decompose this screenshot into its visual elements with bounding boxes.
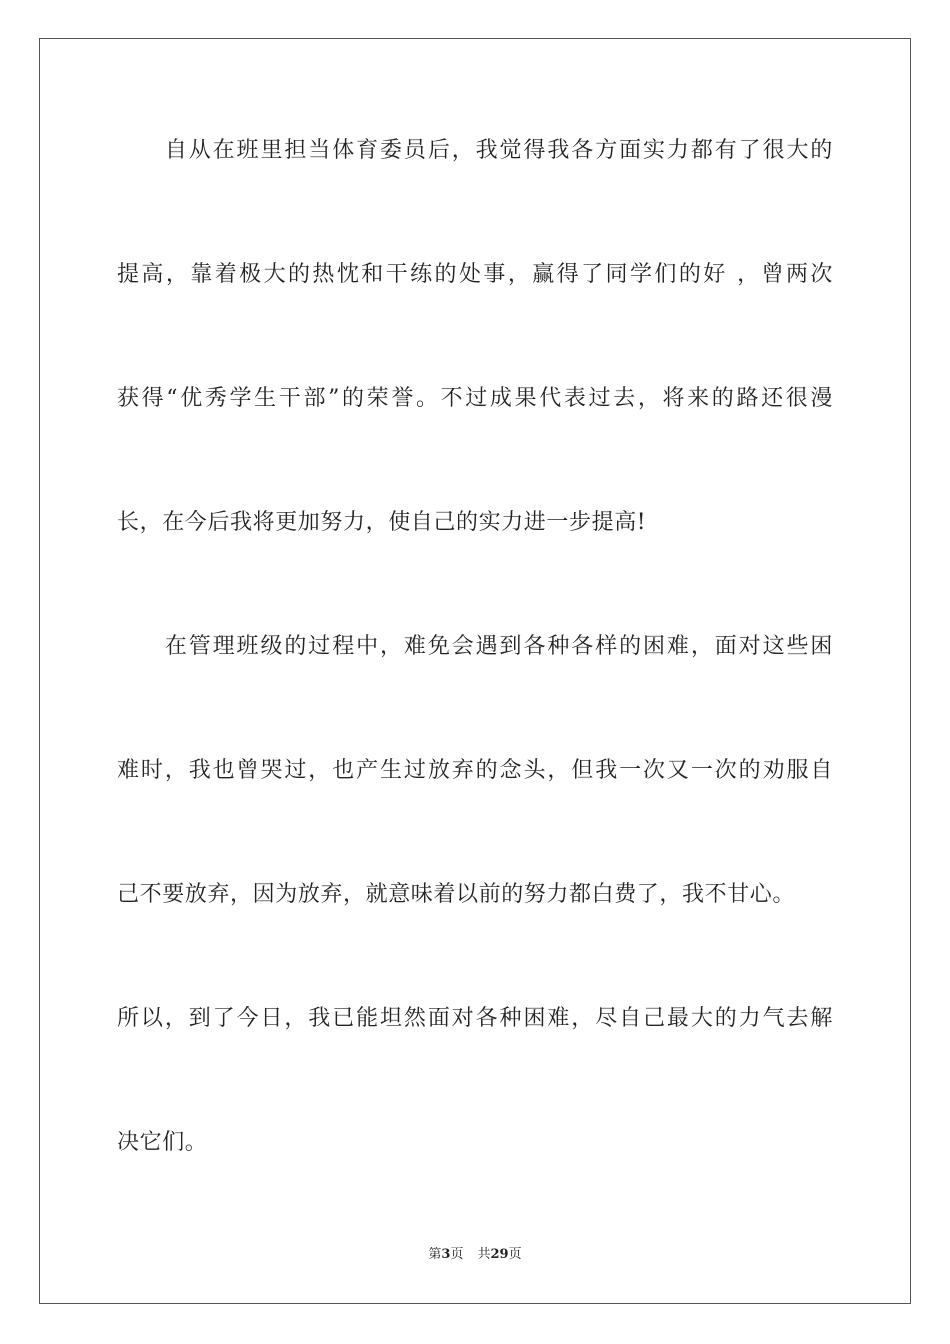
paragraph-2-line-1: 在管理班级的过程中，难免会遇到各种各样的困难，面对这些困 <box>117 634 833 659</box>
paragraph-2-line-2: 难时，我也曾哭过，也产生过放弃的念头，但我一次又一次的劝服自 <box>117 758 833 783</box>
paragraph-1-line-3: 获得“优秀学生干部”的荣誉。不过成果代表过去，将来的路还很漫 <box>117 386 833 411</box>
paragraph-1-line-1: 自从在班里担当体育委员后，我觉得我各方面实力都有了很大的 <box>117 138 833 163</box>
paragraph-1-line-2: 提高，靠着极大的热忱和干练的处事，赢得了同学们的好 ，曾两次 <box>117 262 833 287</box>
paragraph-2-line-3: 己不要放弃，因为放弃，就意味着以前的努力都白费了，我不甘心。 <box>117 882 796 907</box>
total-label-prefix: 共 <box>477 1247 491 1262</box>
page-border <box>39 38 911 1304</box>
total-label-suffix: 页 <box>508 1247 522 1262</box>
current-page-number: 3 <box>441 1247 451 1262</box>
paragraph-2-line-4: 所以，到了今日，我已能坦然面对各种困难，尽自己最大的力气去解 <box>117 1006 833 1031</box>
paragraph-2-line-5: 决它们。 <box>117 1130 208 1155</box>
page-label-suffix: 页 <box>450 1247 464 1262</box>
page-label-prefix: 第 <box>428 1247 442 1262</box>
page-footer <box>0 1246 950 1264</box>
total-page-count: 29 <box>490 1247 509 1262</box>
paragraph-1-line-4: 长，在今后我将更加努力，使自己的实力进一步提高! <box>117 510 647 535</box>
